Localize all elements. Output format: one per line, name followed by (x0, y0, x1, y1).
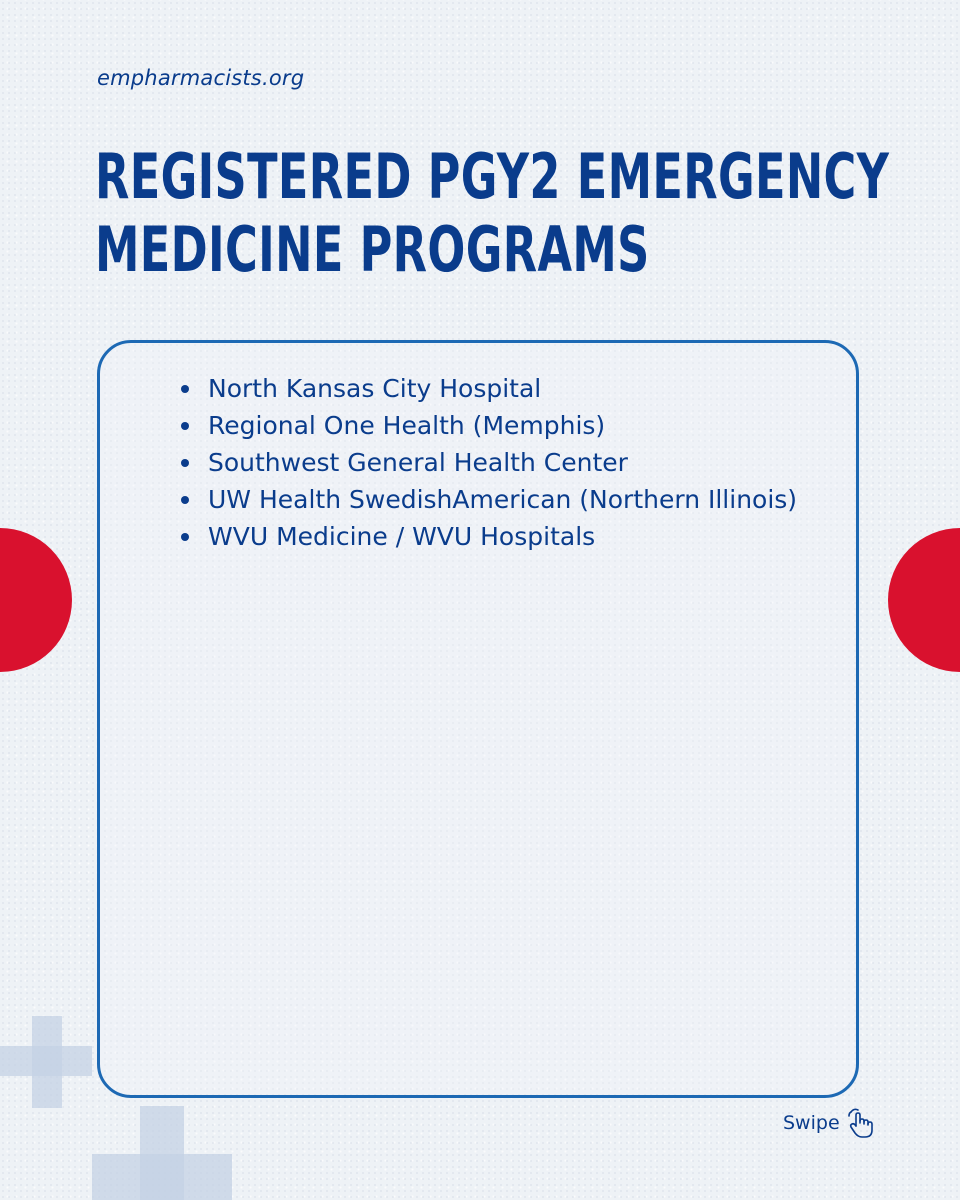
red-circle-decoration-left (0, 528, 72, 672)
program-name: Southwest General Health Center (208, 448, 628, 477)
list-item (180, 519, 800, 555)
red-circle-decoration-right (888, 528, 960, 672)
list-item (180, 371, 800, 407)
page-title-line-1: REGISTERED PGY2 EMERGENCY (95, 140, 890, 213)
site-url: empharmacists.org (97, 66, 305, 90)
program-list-card (97, 340, 859, 1098)
program-name: Regional One Health (Memphis) (208, 411, 606, 440)
program-name: WVU Medicine / WVU Hospitals (208, 522, 596, 551)
list-item (180, 482, 800, 518)
bullet-icon (181, 422, 189, 430)
swipe-hint[interactable] (783, 1106, 878, 1140)
program-name: UW Health SwedishAmerican (Northern Illinois) (208, 485, 798, 514)
program-name: North Kansas City Hospital (208, 374, 542, 403)
bullet-icon (181, 385, 189, 393)
page-title (95, 140, 890, 286)
bullet-icon (181, 533, 189, 541)
program-list (180, 371, 800, 556)
list-item (180, 445, 800, 481)
list-item (180, 408, 800, 444)
tap-hand-icon (844, 1106, 878, 1140)
bullet-icon (181, 496, 189, 504)
swipe-label: Swipe (783, 1112, 840, 1134)
plus-decoration-lower (92, 1106, 232, 1200)
plus-decoration-upper (0, 1016, 92, 1108)
page-title-line-2: MEDICINE PROGRAMS (95, 213, 650, 286)
bullet-icon (181, 459, 189, 467)
